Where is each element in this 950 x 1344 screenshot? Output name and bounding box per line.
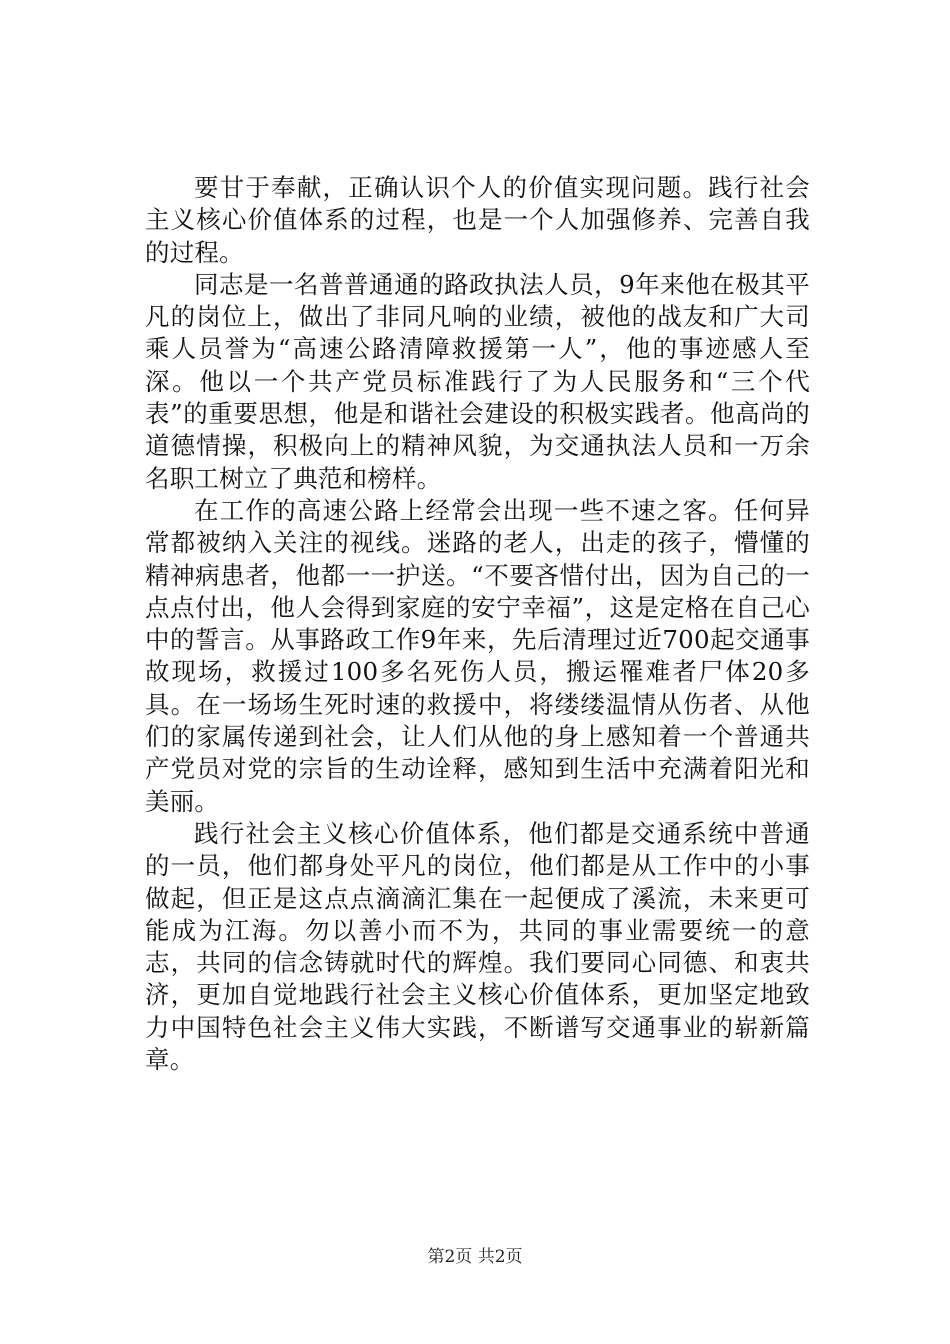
page-number-footer: 第2页 共2页 (427, 1247, 523, 1267)
paragraph: 要甘于奉献，正确认识个人的价值实现问题。践行社会主义核心价值体系的过程，也是一个人加强修养、完善自我的过程。 (145, 173, 810, 267)
paragraph: 践行社会主义核心价值体系，他们都是交通系统中普通的一员，他们都身处平凡的岗位，他们都是从工作中的小事做起，但正是这点点滴滴汇集在一起便成了溪流，未来更可能成为江海。勿以善小而不为，共同的事业需要统一的意志，共同的信念铸就时代的辉煌。我们要同心同德、和衷共济，更加自觉地践行社会主义核心价值体系，更加坚定地致力中国特色社会主义伟大实践，不断谱写交通事业的崭新篇章。 (145, 818, 810, 1075)
paragraph: 在工作的高速公路上经常会出现一些不速之客。任何异常都被纳入关注的视线。迷路的老人，出走的孩子，懵懂的精神病患者，他都一一护送。“不要吝惜付出，因为自己的一点点付出，他人会得到家庭的安宁幸福”，这是定格在自己心中的誓言。从事路政工作9年来，先后清理过近700起交通事故现场，救援过100多名死伤人员，搬运罹难者尸体20多具。在一场场生死时速的救援中，将缕缕温情从伤者、从他们的家属传递到社会，让人们从他的身上感知着一个普通共产党员对党的宗旨的生动诠释，感知到生活中充满着阳光和美丽。 (145, 495, 810, 816)
paragraph: 同志是一名普普通通的路政执法人员，9年来他在极其平凡的岗位上，做出了非同凡响的业绩，被他的战友和广大司乘人员誉为“高速公路清障救援第一人”，他的事迹感人至深。他以一个共产党员标准践行了为人民服务和“三个代表”的重要思想，他是和谐社会建设的积极实践者。他高尚的道德情操，积极向上的精神风貌，为交通执法人员和一万余名职工树立了典范和榜样。 (145, 269, 810, 493)
document-body (145, 172, 810, 1076)
